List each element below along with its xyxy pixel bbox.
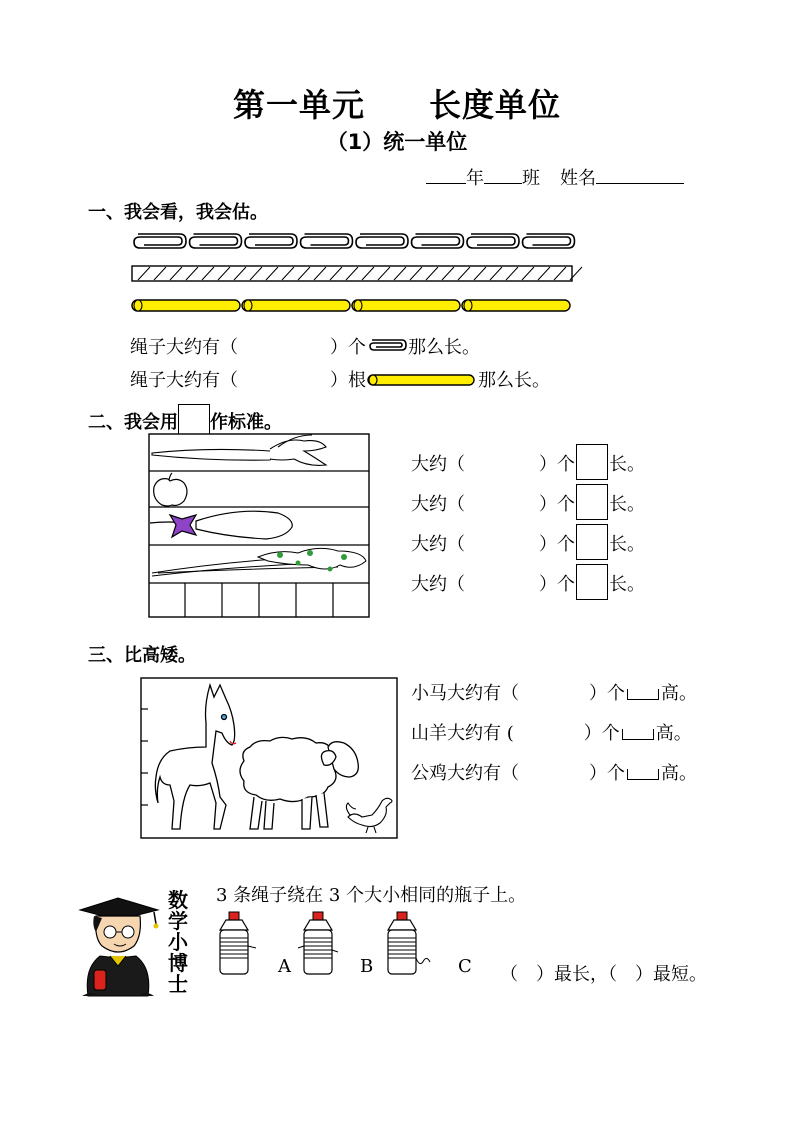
bottle-icon [220, 912, 256, 974]
paperclip-icon [523, 234, 575, 248]
badge-char: 士 [168, 972, 188, 996]
measure-grid [148, 433, 372, 619]
bottle-label-c: C [458, 956, 472, 977]
student-info-row [426, 164, 684, 190]
subtitle: （1）统一单位 [326, 130, 468, 154]
section2-row: 大约（ ）个 长。 [411, 444, 645, 480]
class-blank[interactable] [484, 165, 522, 184]
bottles-figure [216, 910, 486, 980]
stick-icon [132, 300, 240, 311]
unit-square-icon [576, 524, 608, 560]
bottle-icon [298, 912, 338, 974]
paperclip-icon [245, 234, 297, 248]
section1-heading: 一、我会看，我会估。 [88, 202, 268, 223]
year-label: 年 [466, 168, 484, 189]
unit-square-icon [576, 484, 608, 520]
bottle-label-a: A [278, 956, 291, 977]
bonus-answer-line: （ ）最长，（ ）最短。 [500, 964, 707, 985]
unit-square-icon [576, 444, 608, 480]
badge-char: 数 [168, 888, 188, 912]
paperclip-icon [467, 234, 519, 248]
bonus-question: 3 条绳子绕在 3 个大小相同的瓶子上。 [216, 885, 527, 906]
paperclip-icon [366, 337, 408, 355]
class-label: 班 [522, 168, 540, 189]
stick-icon [366, 372, 478, 388]
section1-line1: 绳子大约有（ ）个 那么长。 [130, 337, 480, 358]
page-title [0, 80, 794, 126]
unit-segment-icon [627, 769, 659, 780]
paperclip-icon [356, 234, 408, 248]
section2-row: 大约（ ）个 长。 [411, 564, 645, 600]
stick-icon [352, 300, 460, 311]
name-blank[interactable] [596, 165, 684, 184]
section2-heading: 二、我会用 作标准。 [88, 404, 282, 438]
name-label: 姓名 [560, 168, 596, 189]
height-compare-picture [140, 677, 400, 841]
section3-row: 小马大约有（ ）个 高。 [411, 683, 697, 704]
badge-char: 小 [168, 930, 188, 954]
badge-char: 学 [168, 909, 188, 933]
stick-icon [462, 300, 570, 311]
badge-char: 博 [168, 951, 188, 975]
unit-title: 第一单元 [232, 86, 365, 124]
unit-square-icon [576, 564, 608, 600]
section2-row: 大约（ ）个 长。 [411, 484, 645, 520]
stick-row [132, 300, 570, 311]
paperclip-row [134, 234, 575, 248]
math-doctor-badge [164, 890, 192, 995]
bottle-icon [388, 912, 430, 974]
paperclip-icon [190, 234, 242, 248]
paperclip-icon [134, 234, 186, 248]
section3-heading: 三、比高矮。 [88, 645, 196, 666]
unit-segment-icon [622, 729, 654, 740]
unit-name: 长度单位 [429, 86, 562, 124]
unit-segment-icon [627, 689, 659, 700]
bottle-label-b: B [360, 956, 374, 977]
section3-row: 公鸡大约有（ ）个 高。 [411, 763, 697, 784]
section1-line2: 绳子大约有（ ）根 那么长。 [130, 370, 550, 391]
section3-row: 山羊大约有 ( ）个 高。 [411, 723, 692, 744]
year-blank[interactable] [426, 165, 466, 184]
paperclip-icon [412, 234, 464, 248]
stick-icon [242, 300, 350, 311]
rope-figures [130, 230, 580, 330]
paperclip-icon [301, 234, 353, 248]
doctor-mascot [74, 896, 164, 1000]
section2-row: 大约（ ）个 长。 [411, 524, 645, 560]
